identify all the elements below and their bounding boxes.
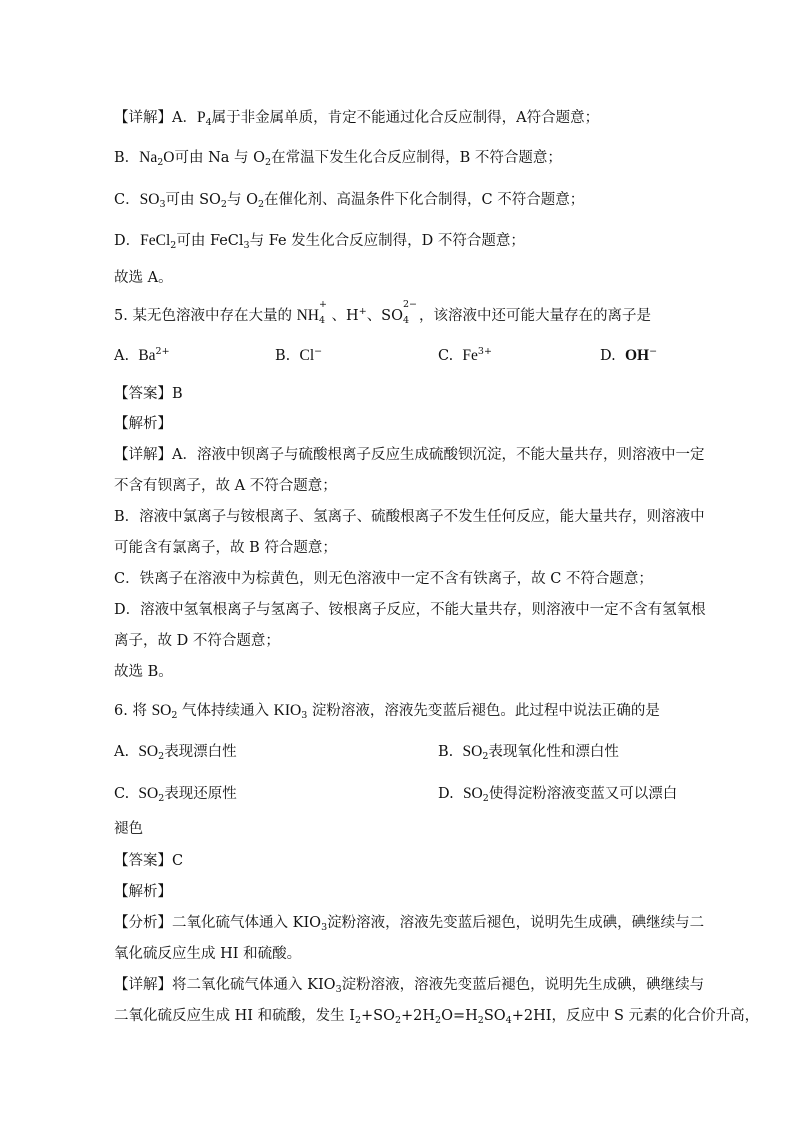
- subscript: 3: [159, 199, 166, 210]
- q5-option-d[interactable]: [600, 346, 657, 366]
- subscript: 2: [170, 240, 177, 251]
- text: 、H: [326, 308, 359, 324]
- q5-detail-line: 【详解】A．溶液中钡离子与硫酸根离子反应生成硫酸钡沉淀，不能大量共存，则溶液中一定: [114, 447, 705, 463]
- q5-stem: [114, 299, 694, 326]
- formula: SO: [462, 785, 483, 802]
- text: 可由 Na 与 O: [174, 150, 266, 166]
- subscript: 2: [265, 157, 272, 168]
- text: 淀粉溶液，溶液先变蓝后褪色，说明先生成碘，碘继续与二: [327, 915, 705, 931]
- q6-option-d[interactable]: [438, 784, 677, 804]
- text: 属于非金属单质，肯定不能通过化合反应制得，A符合题意；: [211, 110, 600, 126]
- subscript: 3: [301, 710, 308, 721]
- formula: KIO: [273, 702, 302, 719]
- text: 在常温下发生化合反应制得，B 不符合题意；: [271, 150, 562, 166]
- superscript: +: [358, 306, 367, 317]
- formula: Na: [139, 149, 158, 166]
- subscript: 4: [205, 117, 212, 128]
- text: B．: [114, 150, 140, 166]
- formula: SO: [462, 743, 483, 760]
- text: 5. 某无色溶液中存在大量的: [114, 308, 297, 324]
- formula: Fe: [462, 347, 478, 364]
- q4-detail-c: [114, 190, 694, 210]
- text: O=H: [441, 1008, 478, 1024]
- subscript: 3: [243, 240, 250, 251]
- subscript: 2: [257, 199, 265, 210]
- formula: SO: [138, 785, 159, 802]
- option-text: 表现氧化性和漂白性: [488, 744, 619, 760]
- q5-detail-line: C．铁离子在溶液中为棕黄色，则无色溶液中一定不含有铁离子，故 C 不符合题意；: [114, 571, 653, 587]
- subscript: 2: [477, 1015, 484, 1026]
- q6-detail-line-1: [114, 975, 705, 995]
- q6-option-a[interactable]: [114, 742, 237, 762]
- subscript: 2: [435, 1015, 442, 1026]
- subscript: 4: [505, 1015, 512, 1026]
- option-label: C.: [114, 786, 130, 802]
- text: 可由 FeCl: [176, 233, 244, 249]
- formula: SO: [151, 702, 172, 719]
- q5-detail-line: D．溶液中氢氧根离子与氢离子、铵根离子反应，不能大量共存，则溶液中一定不含有氢氧根: [114, 602, 706, 618]
- text: D．: [114, 233, 141, 249]
- option-text: 表现漂白性: [164, 744, 237, 760]
- text: 与 O: [226, 192, 258, 208]
- text: +2H: [401, 1008, 436, 1024]
- option-text: 使得淀粉溶液变蓝又可以漂白: [488, 786, 678, 802]
- subscript: 2: [482, 751, 489, 762]
- q6-fenxi-line-2: 氧化硫反应生成 HI 和硫酸。: [114, 946, 302, 962]
- q5-detail-line: 不含有钡离子，故 A 不符合题意；: [114, 478, 337, 494]
- text: 气体持续通入: [177, 703, 274, 719]
- text: 淀粉溶液，溶液先变蓝后褪色。此过程中说法正确的是: [307, 703, 660, 719]
- option-label: D.: [600, 348, 616, 364]
- text: 【详解】A．: [114, 110, 197, 126]
- q6-option-d-wrap: 褪色: [114, 821, 143, 837]
- q6-fenxi-line-1: [114, 913, 705, 933]
- q5-option-b[interactable]: [275, 346, 322, 366]
- subscript: 3: [321, 922, 328, 933]
- text: 与 Fe 发生化合反应制得，D 不符合题意；: [249, 233, 525, 249]
- formula: OH: [624, 347, 650, 364]
- text: 、SO: [366, 308, 404, 324]
- q6-option-b[interactable]: [438, 742, 619, 762]
- text: 可由 SO: [165, 192, 221, 208]
- option-label: A.: [114, 744, 130, 760]
- q6-answer: 【答案】C: [114, 853, 184, 869]
- text: 淀粉溶液，溶液先变蓝后褪色，说明先生成碘，碘继续与: [341, 977, 705, 993]
- text: 6. 将: [114, 703, 152, 719]
- subscript: 3: [335, 984, 342, 995]
- text: C．: [114, 192, 140, 208]
- formula: O: [163, 149, 175, 166]
- option-label: B.: [438, 744, 454, 760]
- text: +SO: [360, 1008, 395, 1024]
- formula: SO: [139, 191, 160, 208]
- superscript: 2+: [155, 346, 170, 357]
- text: 二氧化硫反应生成 HI 和硫酸，发生 I: [114, 1008, 355, 1024]
- subscript: 2: [220, 199, 227, 210]
- formula: P: [196, 109, 206, 126]
- q4-detail-a: [114, 108, 694, 128]
- option-label: A.: [114, 348, 130, 364]
- formula: Ba: [138, 347, 156, 364]
- q4-detail-d: [114, 231, 694, 251]
- subscript: 2: [354, 1015, 361, 1026]
- ion-script: 2− 4: [403, 299, 418, 326]
- q4-conclusion: 故选 A。: [114, 270, 173, 286]
- option-text: 表现还原性: [164, 786, 237, 802]
- superscript: −: [649, 346, 658, 357]
- text: 在催化剂、高温条件下化合制得，C 不符合题意；: [264, 192, 585, 208]
- subscript: 2: [171, 710, 178, 721]
- text: 【详解】将二氧化硫气体通入 KIO: [114, 977, 336, 993]
- q6-analysis-heading: 【解析】: [114, 884, 172, 900]
- formula: NH: [296, 307, 319, 324]
- option-label: B.: [275, 348, 291, 364]
- ion-script: + 4: [318, 299, 327, 326]
- option-label: C.: [438, 348, 454, 364]
- subscript: 2: [157, 157, 164, 168]
- subscript: 2: [158, 793, 165, 804]
- q5-answer: 【答案】B: [114, 386, 183, 402]
- formula: FeCl: [140, 232, 171, 249]
- q5-detail-line: 离子，故 D 不符合题意；: [114, 633, 280, 649]
- option-label: D.: [438, 786, 454, 802]
- text: 【分析】二氧化硫气体通入 KIO: [114, 915, 322, 931]
- q6-detail-line-2: [114, 1006, 760, 1026]
- text: SO: [483, 1008, 506, 1024]
- superscript: −: [314, 346, 323, 357]
- q5-analysis-heading: 【解析】: [114, 416, 172, 432]
- subscript: 2: [158, 751, 165, 762]
- text: ，该溶液中还可能大量存在的离子是: [419, 308, 652, 324]
- superscript: 3+: [477, 346, 492, 357]
- q5-detail-line: 可能含有氯离子，故 B 符合题意；: [114, 540, 337, 556]
- subscript: 2: [394, 1015, 402, 1026]
- q5-detail-line: B．溶液中氯离子与铵根离子、氢离子、硫酸根离子不发生任何反应，能大量共存，则溶液中: [114, 509, 705, 525]
- text: +2HI，反应中 S 元素的化合价升高，: [511, 1008, 760, 1024]
- subscript: 2: [482, 793, 489, 804]
- formula: Cl: [299, 347, 315, 364]
- q6-stem: [114, 701, 694, 721]
- formula: SO: [138, 743, 159, 760]
- q4-detail-b: [114, 148, 694, 168]
- q5-option-c[interactable]: [438, 346, 492, 366]
- q5-option-a[interactable]: [114, 346, 170, 366]
- q5-conclusion: 故选 B。: [114, 664, 173, 680]
- q6-option-c[interactable]: [114, 784, 237, 804]
